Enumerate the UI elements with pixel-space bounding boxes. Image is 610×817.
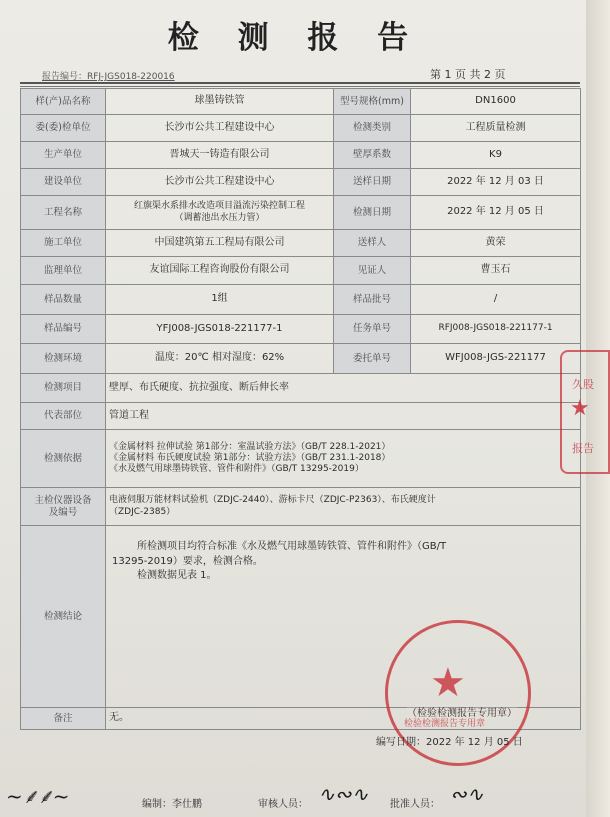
field-value: 黄荣: [411, 230, 581, 257]
field-value: WFJ008-JGS-221177: [411, 344, 581, 374]
field-label: 送样日期: [334, 169, 411, 196]
table-row: [21, 344, 581, 374]
reviewer-signature: ∿∾∿: [318, 782, 369, 806]
page-seal-star-icon: ★: [570, 396, 590, 421]
label-line: 主检仪器设备: [34, 494, 92, 506]
table-row: [21, 374, 581, 403]
conclusion-line: 13295-2019）要求，检测合格。: [112, 555, 263, 567]
label-line: 及编号: [48, 506, 78, 518]
field-label: 型号规格(mm): [334, 89, 411, 115]
field-value: [106, 430, 581, 488]
table-row: [21, 257, 581, 285]
field-value: 2022 年 12 月 05 日: [411, 196, 581, 230]
field-label: 送样人: [334, 230, 411, 257]
table-row: [21, 142, 581, 169]
field-value: 中国建筑第五工程局有限公司: [106, 230, 334, 257]
field-label: 委(委)检单位: [21, 115, 106, 142]
field-label: 施工单位: [21, 230, 106, 257]
report-number: 报告编号：RFJ-JGS018-220016: [42, 72, 175, 82]
field-label: 检测结论: [21, 526, 106, 708]
field-value: YFJ008-JGS018-221177-1: [106, 315, 334, 344]
page-seal-edge: [560, 350, 610, 474]
table-row: [21, 169, 581, 196]
table-row: [21, 89, 581, 115]
field-label: 样(产)品名称: [21, 89, 106, 115]
table-row: [21, 315, 581, 344]
field-value: 管道工程: [106, 403, 581, 430]
field-value: K9: [411, 142, 581, 169]
signature-footer: [0, 782, 590, 812]
table-row: [21, 430, 581, 488]
field-value: 长沙市公共工程建设中心: [106, 115, 334, 142]
standard-line: 《水及燃气用球墨铸铁管、管件和附件》（GB/T 13295-2019）: [109, 464, 364, 475]
field-value: 晋城天一铸造有限公司: [106, 142, 334, 169]
table-row: [21, 488, 581, 526]
approved-by: 批准人员：: [390, 799, 440, 810]
field-label: 样品批号: [334, 285, 411, 315]
field-label: 壁厚系数: [334, 142, 411, 169]
header-rule-thin: [20, 86, 580, 87]
handwritten-signature: ~⸙⸙~: [6, 784, 70, 808]
conclusion-line: 检测数据见表 1。: [137, 570, 217, 581]
field-label: 检测环境: [21, 344, 106, 374]
header-rule: [20, 82, 580, 84]
standard-line: 《金属材料 拉伸试验 第1部分：室温试验方法》（GB/T 228.1-2021）: [109, 441, 391, 452]
field-value: [106, 488, 581, 526]
reviewed-by: 审核人员：: [258, 799, 308, 810]
project-name-line1: 红旗渠水系排水改造项目溢流污染控制工程: [133, 201, 305, 212]
standard-line: 《金属材料 布氏硬度试验 第1部分：试验方法》（GB/T 231.1-2018）: [109, 452, 391, 463]
field-value: 无。: [106, 708, 581, 730]
field-label: 样品数量: [21, 285, 106, 315]
field-value: DN1600: [411, 89, 581, 115]
conclusion-line: 所检测项目均符合标准《水及燃气用球墨铸铁管、管件和附件》（GB/T: [137, 541, 447, 552]
table-row: [21, 196, 581, 230]
field-label: 检测项目: [21, 374, 106, 403]
field-value: 友谊国际工程咨询股份有限公司: [106, 257, 334, 285]
table-row: [21, 403, 581, 430]
field-label: [21, 488, 106, 526]
field-label: 备注: [21, 708, 106, 730]
field-label: 监理单位: [21, 257, 106, 285]
field-label: 委托单号: [334, 344, 411, 374]
field-label: 检测日期: [334, 196, 411, 230]
page-seal-text: 报告: [572, 442, 594, 455]
report-title: 检 测 报 告: [167, 20, 423, 56]
field-value: 温度：20℃ 相对湿度：62%: [106, 344, 334, 374]
field-label: 见证人: [334, 257, 411, 285]
equipment-line: （ZDJC-2385）: [109, 506, 176, 517]
field-value: 2022 年 12 月 03 日: [411, 169, 581, 196]
seal-star-icon: ★: [430, 660, 466, 706]
field-label: 建设单位: [21, 169, 106, 196]
field-label: 代表部位: [21, 403, 106, 430]
field-value: RFJ008-JGS018-221177-1: [411, 315, 581, 344]
field-value: 长沙市公共工程建设中心: [106, 169, 334, 196]
field-value: /: [411, 285, 581, 315]
seal-label: （检验检测报告专用章）: [407, 704, 517, 719]
project-name-line2: （调蓄池出水压力管）: [174, 212, 265, 223]
field-label: 生产单位: [21, 142, 106, 169]
seal-label-secondary: 检验检测报告专用章: [404, 719, 486, 729]
table-row: [21, 115, 581, 142]
field-value: 1组: [106, 285, 334, 315]
field-value: 工程质量检测: [411, 115, 581, 142]
issue-date: 编写日期：2022 年 12 月 05 日: [376, 737, 523, 748]
prepared-by: 编制：李仕鹏: [142, 799, 202, 810]
field-label: 样品编号: [21, 315, 106, 344]
field-label: 检测类别: [334, 115, 411, 142]
page-seal-text: 久股: [572, 378, 594, 391]
page-info: 第 1 页 共 2 页: [430, 68, 506, 81]
equipment-line: 电液伺服万能材料试验机（ZDJC-2440）、游标卡尺（ZDJC-P2363）、布氏硬度计: [109, 495, 436, 506]
field-value: [106, 196, 334, 230]
field-value: 球墨铸铁管: [106, 89, 334, 115]
table-row: [21, 230, 581, 257]
table-row: [21, 285, 581, 315]
field-label: 任务单号: [334, 315, 411, 344]
field-label: 检测依据: [21, 430, 106, 488]
conclusion-text: [112, 540, 552, 584]
approver-signature: ∾∿: [450, 782, 484, 806]
field-value: 曹玉石: [411, 257, 581, 285]
field-value: 壁厚、布氏硬度、抗拉强度、断后伸长率: [106, 374, 581, 403]
field-label: 工程名称: [21, 196, 106, 230]
